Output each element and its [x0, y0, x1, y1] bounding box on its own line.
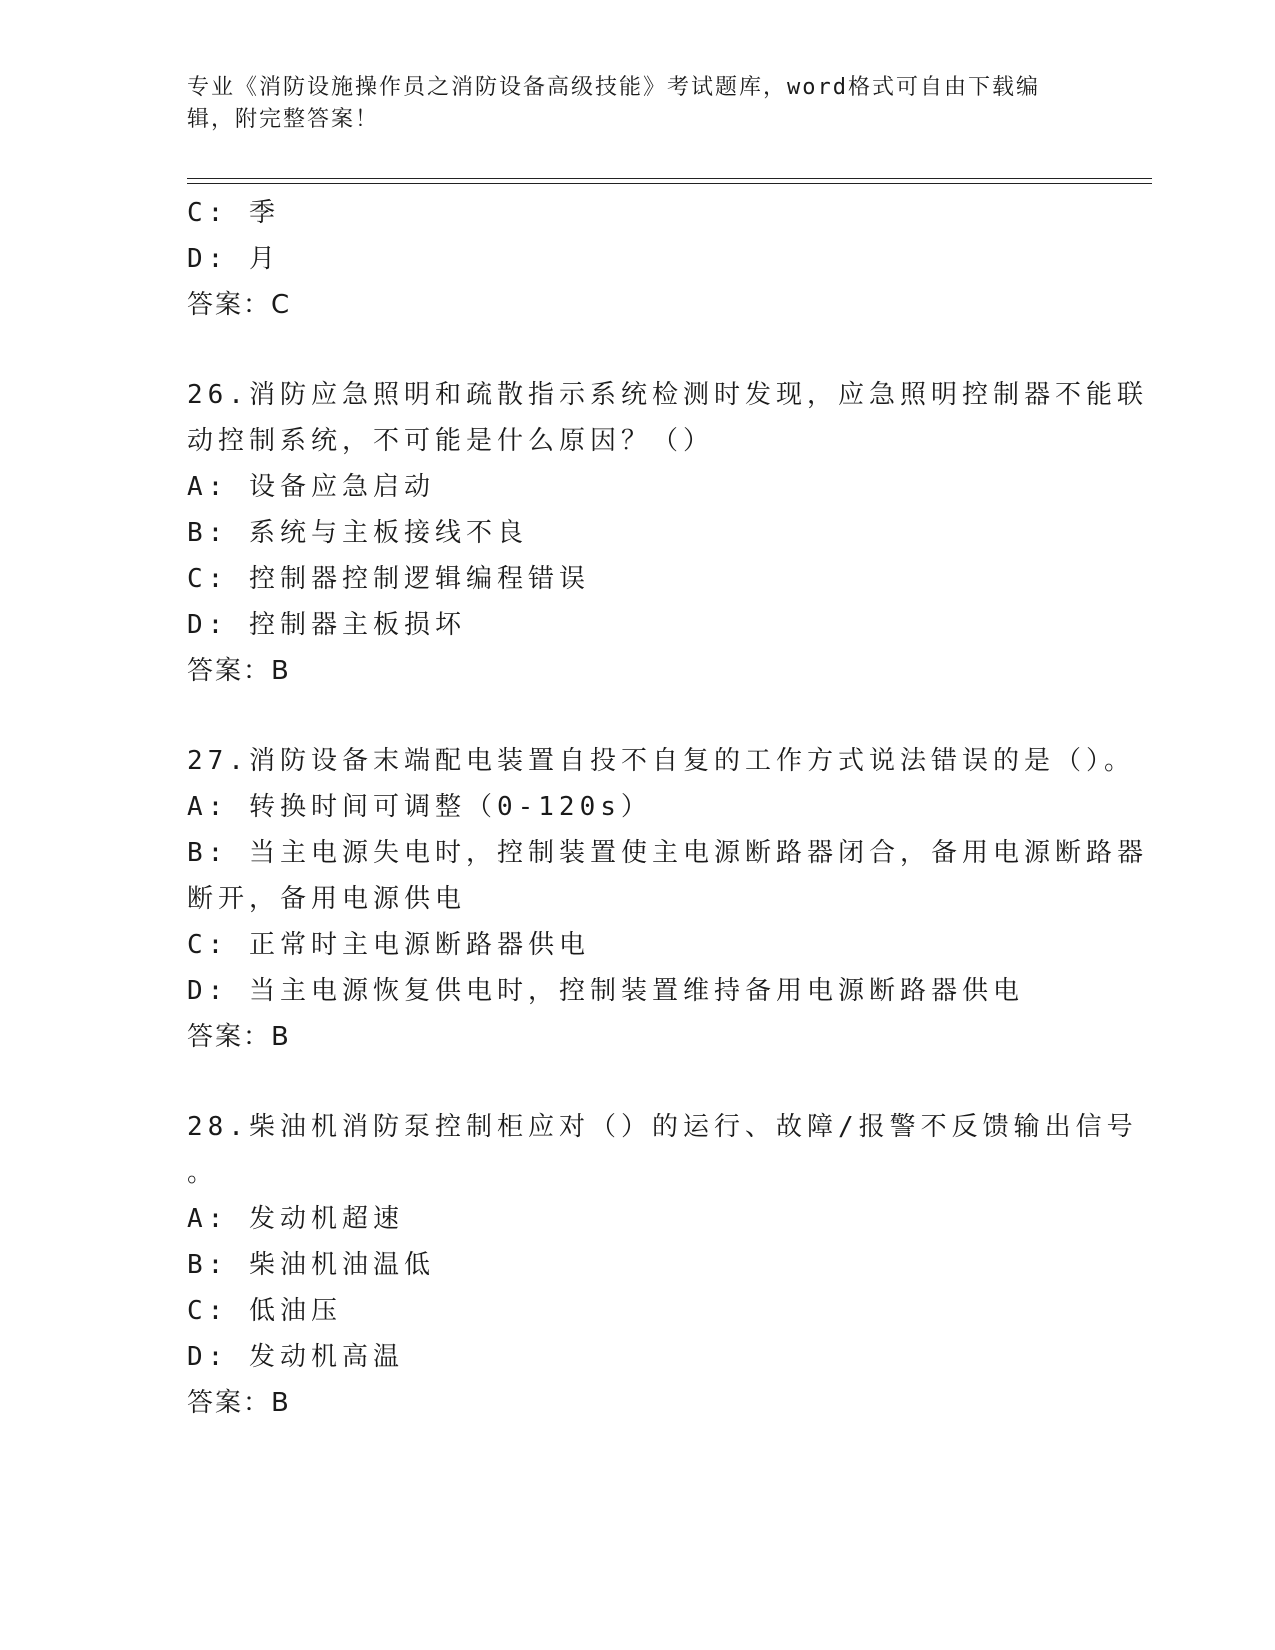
option-a: A: 转换时间可调整（0-120s）	[187, 792, 652, 822]
option-a: A: 发动机超速	[187, 1204, 404, 1234]
option-b-line-1: B: 当主电源失电时，控制装置使主电源断路器闭合，备用电源断路器	[187, 838, 1148, 868]
header-divider-top	[187, 178, 1152, 179]
option-c: C: 低油压	[187, 1296, 342, 1326]
header-line-1: 专业《消防设施操作员之消防设备高级技能》考试题库，word格式可自由下载编	[187, 75, 1040, 100]
question-stem-line: 27.消防设备末端配电装置自投不自复的工作方式说法错误的是（）。	[187, 746, 1135, 776]
question-stem-line: 动控制系统，不可能是什么原因？（）	[187, 426, 715, 456]
question-27	[187, 738, 1148, 1060]
answer: 答案：C	[187, 290, 292, 320]
option-d: D: 发动机高温	[187, 1342, 404, 1372]
option-c: C: 季	[187, 198, 280, 228]
option-d: D: 当主电源恢复供电时，控制装置维持备用电源断路器供电	[187, 976, 1024, 1006]
answer: 答案：B	[187, 1388, 291, 1418]
question-stem-line: 26.消防应急照明和疏散指示系统检测时发现，应急照明控制器不能联	[187, 380, 1148, 410]
question-stem-line: 28.柴油机消防泵控制柜应对（）的运行、故障/报警不反馈输出信号	[187, 1112, 1138, 1142]
option-b: B: 柴油机油温低	[187, 1250, 435, 1280]
option-a: A: 设备应急启动	[187, 472, 435, 502]
option-c: C: 控制器控制逻辑编程错误	[187, 564, 590, 594]
question-26	[187, 372, 1148, 694]
option-b: B: 系统与主板接线不良	[187, 518, 528, 548]
document-header	[187, 72, 1067, 136]
answer: 答案：B	[187, 1022, 291, 1052]
question-stem-line: 。	[187, 1158, 219, 1188]
option-d: D: 控制器主板损坏	[187, 610, 466, 640]
option-b-line-2: 断开，备用电源供电	[187, 884, 467, 914]
answer: 答案：B	[187, 656, 291, 686]
question-25-tail	[187, 190, 1087, 328]
option-d: D: 月	[187, 244, 280, 274]
spacer	[187, 694, 1087, 738]
header-line-2: 辑，附完整答案！	[187, 107, 380, 132]
option-c: C: 正常时主电源断路器供电	[187, 930, 590, 960]
question-content	[187, 190, 1148, 1426]
question-28	[187, 1104, 1138, 1426]
spacer	[187, 1060, 1087, 1104]
header-divider-bottom	[187, 183, 1152, 184]
spacer	[187, 328, 1087, 372]
